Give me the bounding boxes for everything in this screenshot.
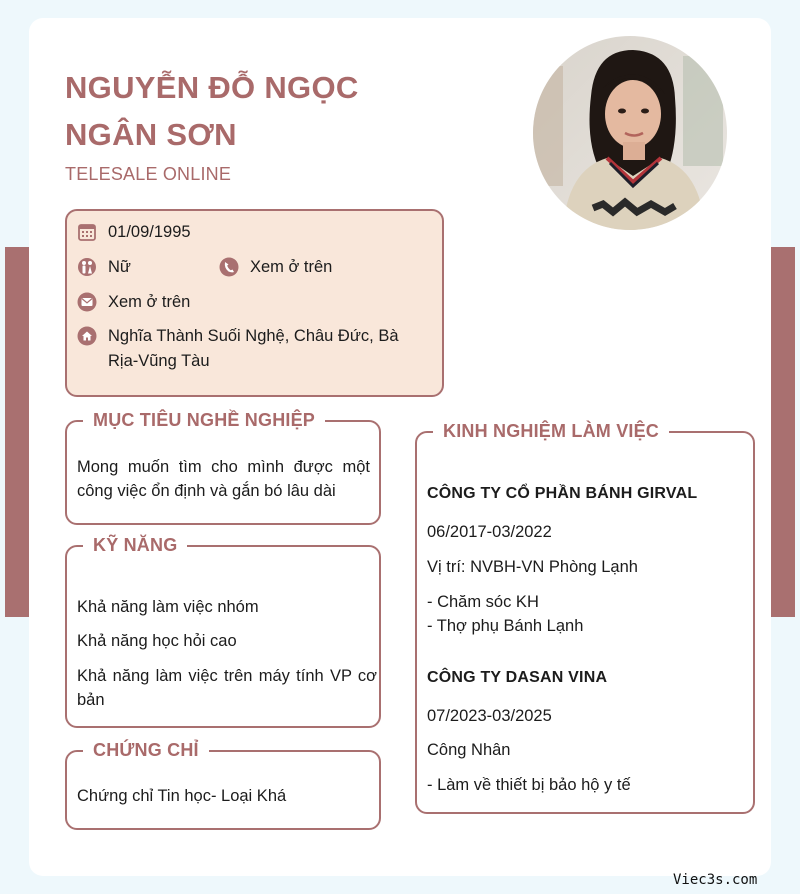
birthdate-value: 01/09/1995 [108, 223, 191, 241]
job-position: Công Nhân [427, 741, 511, 759]
certificates-section [65, 740, 381, 830]
job-title: TELESALE ONLINE [65, 164, 232, 184]
certificates-heading: CHỨNG CHỈ [83, 738, 209, 762]
info-address [77, 324, 407, 374]
experience-section [415, 421, 755, 814]
job-duty: - Thợ phụ Bánh Lạnh [427, 617, 584, 635]
phone-value: Xem ở trên [250, 258, 333, 276]
objective-section [65, 410, 381, 525]
phone-icon [219, 257, 239, 277]
job-duty: - Chăm sóc KH [427, 593, 539, 611]
job-duty: - Làm về thiết bị bảo hộ y tế [427, 776, 631, 794]
address-value: Nghĩa Thành Suối Nghệ, Châu Đức, Bà Rịa-Vũng Tàu [108, 327, 399, 370]
job-period: 06/2017-03/2022 [427, 523, 552, 541]
decor-band-left [5, 247, 29, 617]
info-birthdate [77, 220, 191, 245]
skill-item: Khả năng học hỏi cao [77, 632, 237, 650]
certificate-item: Chứng chỉ Tin học- Loại Khá [77, 787, 287, 805]
job-company: CÔNG TY DASAN VINA [427, 669, 608, 686]
decor-band-right [771, 247, 795, 617]
envelope-icon [77, 292, 97, 312]
calendar-icon [77, 222, 97, 242]
skills-section [65, 535, 381, 728]
avatar-portrait [533, 36, 727, 230]
info-email [77, 290, 190, 315]
objective-text: Mong muốn tìm cho mình được một công việc ổn định và gắn bó lâu dài [77, 458, 370, 500]
gender-value: Nữ [108, 258, 131, 276]
skills-heading: KỸ NĂNG [83, 533, 187, 557]
home-icon [77, 326, 97, 346]
job-period: 07/2023-03/2025 [427, 707, 552, 725]
info-gender [77, 255, 131, 280]
skill-item: Khả năng làm việc nhóm [77, 598, 259, 616]
experience-heading: KINH NGHIỆM LÀM VIỆC [433, 419, 669, 443]
gender-icon [77, 257, 97, 277]
candidate-name: NGUYỄN ĐỖ NGỌC NGÂN SƠN [65, 70, 359, 152]
objective-heading: MỤC TIÊU NGHỀ NGHIỆP [83, 408, 325, 432]
job-position: Vị trí: NVBH-VN Phòng Lạnh [427, 558, 638, 576]
watermark: Viec3s.com [673, 872, 758, 888]
avatar [533, 36, 727, 230]
job-company: CÔNG TY CỔ PHẦN BÁNH GIRVAL [427, 485, 698, 502]
info-phone [219, 255, 332, 280]
skill-item: Khả năng làm việc trên máy tính VP cơ bản [77, 667, 377, 709]
email-value: Xem ở trên [108, 293, 191, 311]
